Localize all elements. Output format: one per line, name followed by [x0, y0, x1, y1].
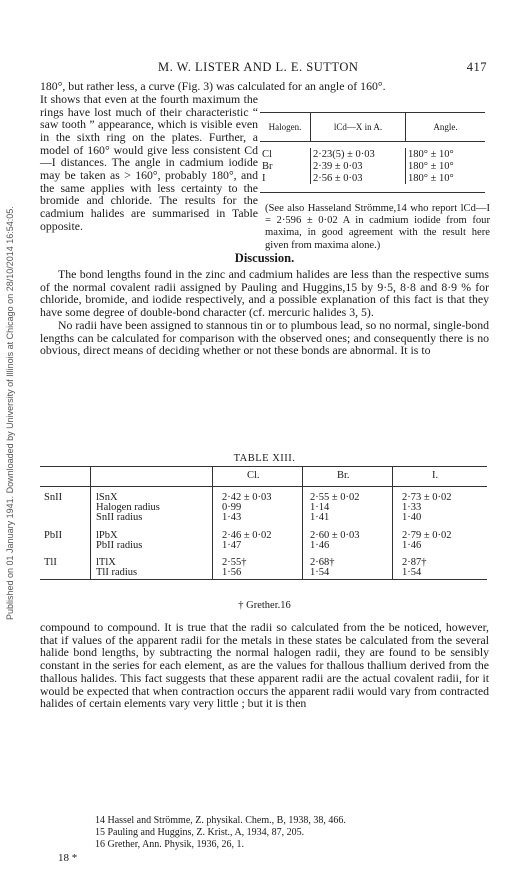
value-cell: 2·68†: [310, 557, 335, 568]
value-cell: 1·43: [222, 512, 242, 523]
distance-cell: 2·39 ± 0·03: [311, 160, 406, 172]
value-cell: 2·60 ± 0·03: [310, 530, 360, 541]
col-distance: lCd—X in A.: [311, 113, 406, 142]
row-label: Halogen radius: [96, 502, 160, 513]
sidebar-watermark: [3, 0, 21, 660]
value-cell: 1·40: [402, 512, 422, 523]
continuation-text: [40, 621, 489, 710]
col-header-cl: Cl.: [247, 470, 260, 481]
table-row: [260, 148, 485, 160]
value-cell: 1·33: [402, 502, 422, 513]
col-angle: Angle.: [406, 113, 486, 142]
halogen-cell: I: [260, 172, 311, 184]
value-cell: 2·87†: [402, 557, 427, 568]
value-cell: 1·54: [310, 567, 330, 578]
running-header: [40, 60, 487, 76]
reference-item: 14 Hassel and Strömme, Z. physikal. Chem., B, 1938, 38, 466.: [95, 815, 346, 826]
value-cell: 1·41: [310, 512, 330, 523]
value-cell: 2·42 ± 0·03: [222, 492, 272, 503]
section-heading: Discussion.: [234, 251, 295, 265]
value-cell: 1·56: [222, 567, 242, 578]
row-label: lTlX: [96, 557, 116, 568]
discussion-paragraph-2: No radii have been assigned to stannous tin or to plumbous lead, so no normal, single-bond lengths can be calculated for comparison with the observed ones; and consequently there is no obvious, direct means of deciding whether or not these bonds are abnormal. It is to: [40, 317, 489, 358]
metal-label: TlI: [44, 557, 57, 568]
value-cell: 1·46: [402, 540, 422, 551]
row-label: TlI radius: [96, 567, 138, 578]
discussion-paragraph-1: The bond lengths found in the zinc and cadmium halides are less than the respective sums of the normal covalent radii assigned by Pauling and Huggins,15 by 9·5, 8·8 and 8·9 % for chloride, bromide, and iodide respectively, and a possible explanation of this fact is that they have some degree of double-bond character (cf. mercuric halides 3, 5).: [40, 267, 489, 320]
reference-list: [95, 815, 346, 851]
row-label: PbII radius: [96, 540, 143, 551]
intro-column-text: It shows that even at the fourth maximum the rings have lost much of their characteristic “ saw tooth ” appearance, which is visible even in the sixth ring on the plates. Further, a model of 160° would give less consistent Cd—I distances. The angle in cadmium iodide may be taken as > 160°, probably 180°, and the same applies with less certainty to the bromide and chloride. The results for the cadmium halides are summarised in Table opposite.: [40, 92, 258, 233]
col-header-i: I.: [432, 470, 439, 481]
row-label: lSnX: [96, 492, 118, 503]
distance-cell: 2·23(5) ± 0·03: [311, 148, 406, 160]
table13-caption: TABLE XIII.: [233, 453, 296, 464]
value-cell: 1·46: [310, 540, 330, 551]
metal-label: SnII: [44, 492, 63, 503]
continuation-paragraph: compound to compound. It is true that the radii so calculated from the be noticed, however, that if values of the apparent radii for the metals in these states be calculated from the several halide bond lengths, by subtracting the normal halogen radii, they are found to be sensibly constant in the series for each element, as are the values for thallous thallium derived from the thallous halides. This fact suggests that these apparent radii are the actual covalent radii, for it would be expected that when contraction occurs the apparent radii would vary from contracted halides of certain elements vary very little ; but it is then: [40, 620, 489, 711]
value-cell: 2·55†: [222, 557, 247, 568]
value-cell: 2·73 ± 0·02: [402, 492, 452, 503]
intro-column: [40, 93, 258, 232]
table-row: [260, 160, 485, 172]
angle-cell: 180° ± 10°: [408, 172, 454, 184]
table13-footnote: † Grether.16: [238, 600, 291, 611]
value-cell: 2·46 ± 0·02: [222, 530, 272, 541]
row-label: SnII radius: [96, 512, 143, 523]
halogen-cell: Br: [260, 160, 311, 172]
table1-header-row: [260, 113, 485, 142]
value-cell: 2·55 ± 0·02: [310, 492, 360, 503]
col-halogen: Halogen.: [260, 113, 311, 142]
reference-item: 15 Pauling and Huggins, Z. Krist., A, 1934, 87, 205.: [95, 827, 305, 838]
header-title: M. W. LISTER AND L. E. SUTTON: [158, 60, 359, 74]
sidebar-text: Published on 01 January 1941. Downloaded by University of Illinois at Chicago on 28/10/2014 16:54:05.: [5, 206, 15, 620]
angle-cell: 180° ± 10°: [408, 148, 454, 160]
table-row: [260, 172, 485, 184]
table1-note: (See also Hasseland Strömme,14 who report lCd—I = 2·596 ± 0·02 A in cadmium iodide from four maxima, in good agreement with the result here given from maxima alone.): [265, 203, 490, 251]
metal-label: PbII: [44, 530, 63, 541]
intro-line: [40, 80, 490, 93]
reference-item: 16 Grether, Ann. Physik, 1936, 26, 1.: [95, 839, 245, 850]
discussion-body: [40, 268, 489, 357]
row-label: lPbX: [96, 530, 118, 541]
col-header-br: Br.: [337, 470, 350, 481]
value-cell: 1·54: [402, 567, 422, 578]
value-cell: 1·14: [310, 502, 330, 513]
value-cell: 2·79 ± 0·02: [402, 530, 452, 541]
signature-mark: 18 *: [58, 852, 78, 864]
distance-cell: 2·56 ± 0·03: [311, 172, 406, 184]
value-cell: 0·99: [222, 502, 242, 513]
halogen-cell: Cl: [260, 148, 311, 160]
angle-cell: 180° ± 10°: [408, 160, 454, 172]
cadmium-halide-table: [260, 112, 485, 193]
page-number: 417: [466, 60, 487, 74]
intro-first-line: 180°, but rather less, a curve (Fig. 3) was calculated for an angle of 160°.: [40, 79, 386, 93]
value-cell: 1·47: [222, 540, 242, 551]
